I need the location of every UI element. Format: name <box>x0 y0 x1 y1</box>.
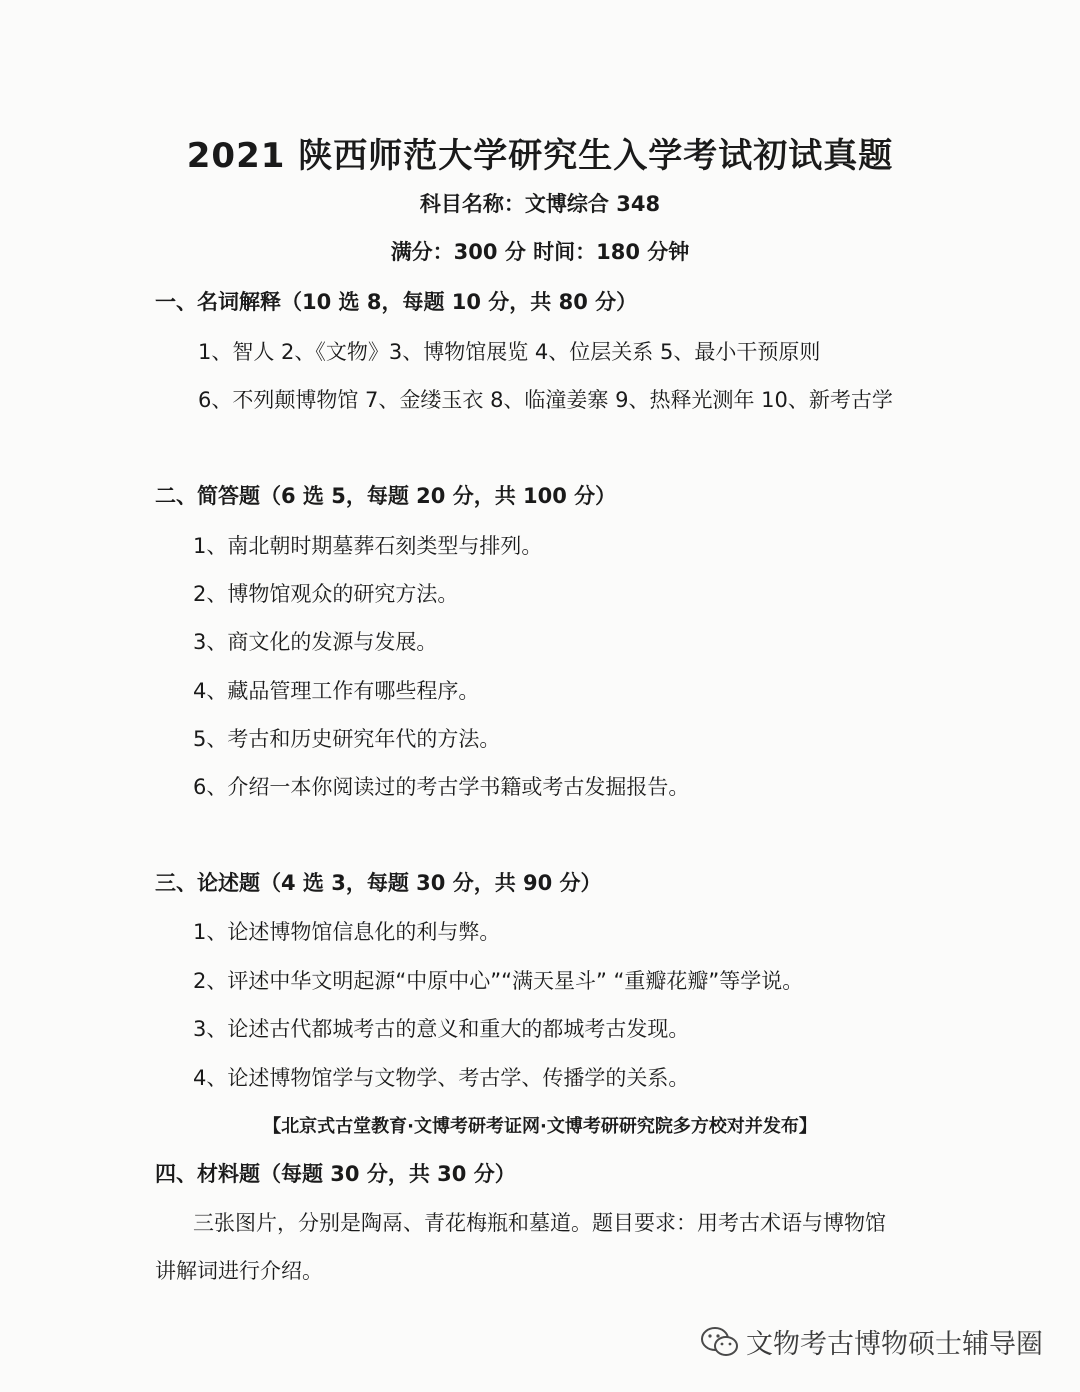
section-1-heading: 一、名词解释（10 选 8，每题 10 分，共 80 分） <box>155 290 638 314</box>
section-2-question: 4、藏品管理工作有哪些程序。 <box>193 679 480 703</box>
section-3-question: 3、论述古代都城考古的意义和重大的都城考古发现。 <box>193 1017 690 1041</box>
subject-name: 科目名称：文博综合 348 <box>419 192 661 216</box>
wechat-icon <box>700 1325 740 1359</box>
section-2-question: 3、商文化的发源与发展。 <box>193 630 438 654</box>
section-1-line: 6、不列颠博物馆 7、金缕玉衣 8、临潼姜寨 9、热释光测年 10、新考古学 <box>198 388 893 412</box>
section-3-question: 2、评述中华文明起源“中原中心”“满天星斗” “重瓣花瓣”等学说。 <box>193 969 804 993</box>
section-1-line: 1、智人 2、《文物》3、博物馆展览 4、位层关系 5、最小干预原则 <box>198 340 821 364</box>
section-3-question: 4、论述博物馆学与文物学、考古学、传播学的关系。 <box>193 1066 690 1090</box>
material-text: 三张图片，分别是陶鬲、青花梅瓶和墓道。题目要求：用考古术语与博物馆 <box>193 1211 886 1235</box>
section-2-question: 2、博物馆观众的研究方法。 <box>193 582 459 606</box>
source-note: 【北京式古堂教育·文博考研考证网·文博考研研究院多方校对并发布】 <box>263 1116 817 1137</box>
section-3-heading: 三、论述题（4 选 3，每题 30 分，共 90 分） <box>155 871 602 895</box>
watermark <box>700 1322 1043 1361</box>
score-time: 满分：300 分 时间：180 分钟 <box>390 240 690 264</box>
section-2-question: 1、南北朝时期墓葬石刻类型与排列。 <box>193 534 543 558</box>
section-2-heading: 二、简答题（6 选 5，每题 20 分，共 100 分） <box>155 484 617 508</box>
section-3-question: 1、论述博物馆信息化的利与弊。 <box>193 920 501 944</box>
section-2-question: 6、介绍一本你阅读过的考古学书籍或考古发掘报告。 <box>193 775 690 799</box>
section-4-heading: 四、材料题（每题 30 分，共 30 分） <box>155 1162 516 1186</box>
material-text: 讲解词进行介绍。 <box>155 1259 323 1283</box>
section-2-question: 5、考古和历史研究年代的方法。 <box>193 727 501 751</box>
page-title: 2021 陕西师范大学研究生入学考试初试真题 <box>186 136 894 176</box>
watermark-text: 文物考古博物硕士辅导圈 <box>746 1329 1043 1360</box>
